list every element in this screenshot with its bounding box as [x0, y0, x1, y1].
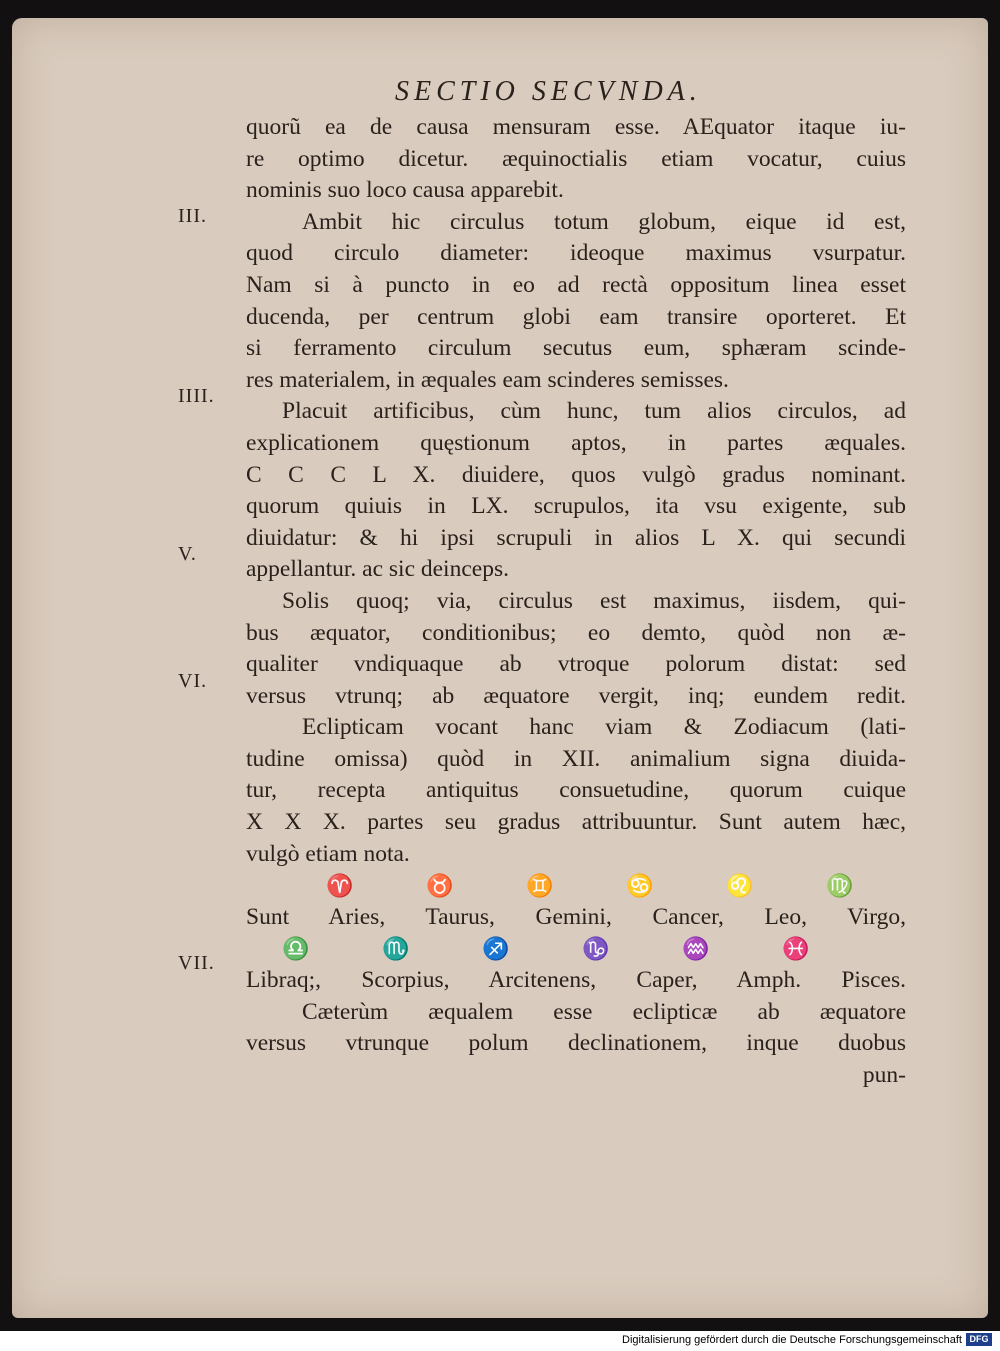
scorpio-symbol: ♏: [382, 936, 410, 962]
margin-number: VII.: [178, 952, 215, 974]
text-line: versus vtrunque polum declinationem, inque duobus: [246, 1030, 906, 1057]
virgo-symbol: ♍: [826, 873, 854, 899]
taurus-symbol: ♉: [426, 873, 454, 899]
catchword: pun-: [862, 1061, 906, 1088]
text-line: Eclipticam vocant hanc viam & Zodiacum (lati-: [302, 714, 906, 741]
zodiac-signs-row-1: [246, 870, 906, 902]
text-line: Solis quoq; via, circulus est maximus, iisdem, qui-: [282, 587, 906, 614]
text-line: diuidatur: & hi ipsi scrupuli in alios L X. qui secundi: [246, 524, 906, 551]
footer-credit: Digitalisierung gefördert durch die Deutsche Forschungsgemeinschaft: [622, 1334, 962, 1346]
leo-symbol: ♌: [726, 873, 754, 899]
aries-symbol: ♈: [326, 873, 354, 899]
text-line: Libraq;, Scorpius, Arcitenens, Caper, Amph. Pisces.: [246, 967, 906, 994]
text-line: qualiter vndiquaque ab vtroque polorum distat: sed: [246, 651, 906, 678]
cancer-symbol: ♋: [626, 873, 654, 899]
running-head: SECTIO SECVNDA.: [395, 76, 702, 107]
text-line: tur, recepta antiquitus consuetudine, quorum cuique: [246, 777, 906, 804]
dfg-logo: DFG: [966, 1333, 992, 1346]
pisces-symbol: ♓: [782, 936, 810, 962]
text-line: explicationem quęstionum aptos, in partes æquales.: [246, 429, 906, 456]
text-line: si ferramento circulum secutus eum, sphæram scinde-: [246, 335, 906, 362]
margin-number: IIII.: [178, 385, 215, 407]
body-text: [246, 112, 906, 1091]
text-line: ducenda, per centrum globi eam transire oporteret. Et: [246, 303, 906, 330]
margin-number: VI.: [178, 670, 208, 692]
text-line: quod circulo diameter: ideoque maximus vsurpatur.: [246, 240, 906, 267]
text-line: Ambit hic circulus totum globum, eique id est,: [302, 208, 906, 235]
text-line: Placuit artificibus, cùm hunc, tum alios circulos, ad: [282, 398, 906, 425]
text-line: versus vtrunq; ab æquatore vergit, inq; eundem redit.: [246, 682, 906, 709]
text-line: bus æquator, conditionibus; eo demto, quòd non æ-: [246, 619, 906, 646]
text-line: Nam si à puncto in eo ad rectà oppositum linea esset: [246, 271, 906, 298]
sagittarius-symbol: ♐: [482, 936, 510, 962]
text-line: quorum quiuis in LX. scrupulos, ita vsu exigente, sub: [246, 493, 906, 520]
text-line: X X X. partes seu gradus attribuuntur. Sunt autem hæc,: [246, 809, 906, 836]
text-line: nominis suo loco causa apparebit.: [246, 177, 564, 204]
margin-number: V.: [178, 543, 197, 565]
text-line: quorũ ea de causa mensuram esse. AEquator itaque iu-: [246, 114, 906, 140]
gemini-symbol: ♊: [526, 873, 554, 899]
text-line: vulgò etiam nota.: [246, 840, 410, 867]
text-line: C C C L X. diuidere, quos vulgò gradus nominant.: [246, 461, 906, 488]
zodiac-signs-row-2: [246, 933, 906, 965]
aquarius-symbol: ♒: [682, 936, 710, 962]
capricorn-symbol: ♑: [582, 936, 610, 962]
text-line: Sunt Aries, Taurus, Gemini, Cancer, Leo, Virgo,: [246, 903, 906, 930]
text-line: appellantur. ac sic deinceps.: [246, 556, 509, 583]
text-line: res materialem, in æquales eam scinderes semisses.: [246, 366, 729, 393]
libra-symbol: ♎: [282, 936, 310, 962]
text-line: Cæterùm æqualem esse eclipticæ ab æquatore: [302, 998, 906, 1025]
text-line: re optimo dicetur. æquinoctialis etiam vocatur, cuius: [246, 145, 906, 172]
text-line: tudine omissa) quòd in XII. animalium signa diuida-: [246, 745, 906, 772]
margin-number: III.: [178, 205, 207, 227]
